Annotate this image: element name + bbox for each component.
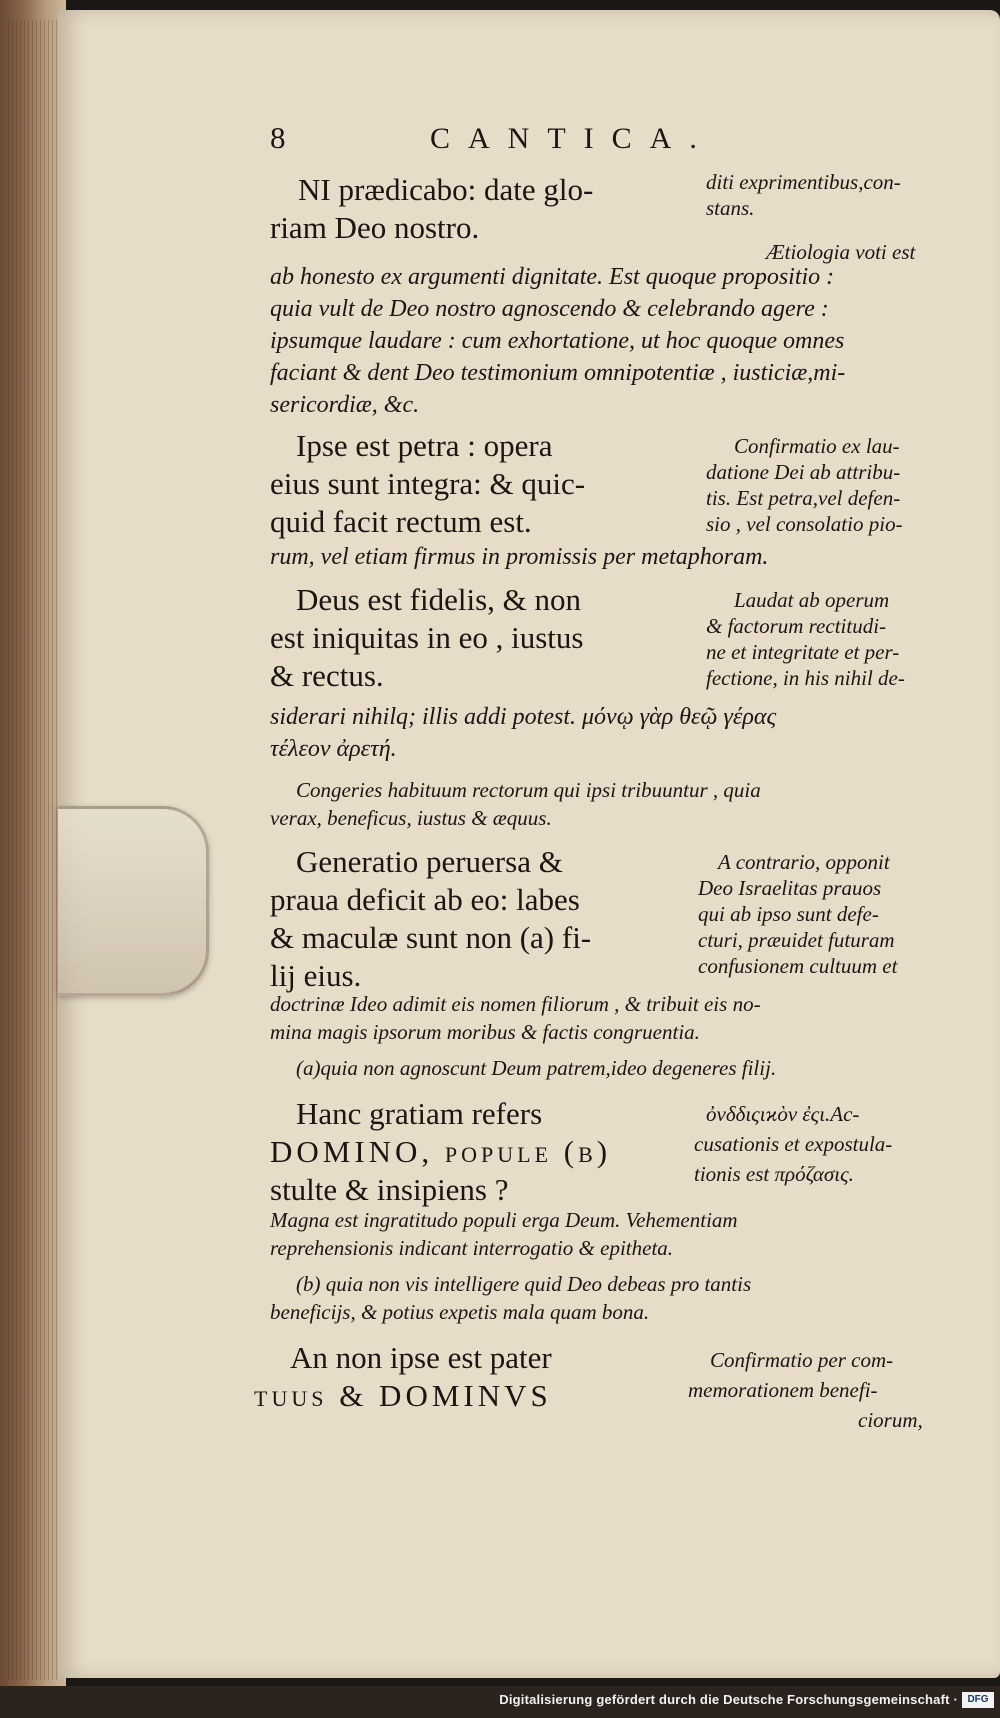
note-line: doctrinæ Ideo adimit eis nomen filiorum , & tribuit eis no- — [270, 992, 761, 1016]
note-line: reprehensionis indicant interrogatio & epitheta. — [270, 1236, 674, 1260]
main-line: Hanc gratiam refers — [296, 1096, 543, 1131]
running-head: CANTICA. — [430, 122, 715, 155]
side-note: ciorum, — [858, 1408, 923, 1432]
side-note: datione Dei ab attribu- — [706, 460, 901, 484]
side-note: diti exprimentibus,con- — [706, 170, 901, 194]
main-line: praua deficit ab eo: labes — [270, 882, 580, 917]
side-note: cturi, præuidet futuram — [698, 928, 895, 952]
side-note: & factorum rectitudi- — [706, 614, 887, 638]
note-line: ab honesto ex argumenti dignitate. Est quoque propositio : — [270, 264, 835, 290]
side-note: Confirmatio ex lau- — [734, 434, 900, 458]
note-line: Congeries habituum rectorum qui ipsi tribuuntur , quia — [296, 778, 761, 802]
main-line: lij eius. — [270, 958, 362, 993]
side-note: sio , vel consolatio pio- — [706, 512, 903, 536]
note-line: (b) quia non vis intelligere quid Deo debeas pro tantis — [296, 1272, 752, 1296]
side-note: ὀνδδιςιϰὸν ἐςι.Ac- — [706, 1102, 860, 1126]
footer-credit: Digitalisierung gefördert durch die Deutsche Forschungsgemeinschaft · — [499, 1692, 958, 1707]
side-note: confusionem cultuum et — [698, 954, 898, 978]
side-note: cusationis et expostula- — [694, 1132, 893, 1156]
dfg-logo: DFG — [962, 1692, 994, 1708]
main-line: & maculæ sunt non (a) fi- — [270, 920, 592, 955]
note-line: (a)quia non agnoscunt Deum patrem,ideo degeneres filij. — [296, 1056, 777, 1080]
main-line: DOMINO, popule (b) — [270, 1134, 612, 1169]
book-page — [58, 10, 1000, 1678]
note-line: rum, vel etiam firmus in promissis per metaphoram. — [270, 544, 769, 570]
side-note: Laudat ab operum — [734, 588, 890, 612]
side-note: Confirmatio per com- — [710, 1348, 894, 1372]
side-note: fectione, in his nihil de- — [706, 666, 905, 690]
footer-bar — [0, 1686, 1000, 1718]
page-number: 8 — [270, 120, 286, 155]
note-line: quia vult de Deo nostro agnoscendo & celebrando agere : — [270, 296, 829, 322]
side-note: tis. Est petra,vel defen- — [706, 486, 901, 510]
side-note: stans. — [706, 196, 755, 220]
main-line: Generatio peruersa & — [296, 844, 563, 879]
main-line: stulte & insipiens ? — [270, 1172, 509, 1207]
side-note: Ætiologia voti est — [766, 240, 916, 264]
page-edge-lines — [8, 20, 60, 1680]
main-line: NI prædicabo: date glo- — [298, 172, 594, 207]
note-line: sericordiæ, &c. — [270, 392, 420, 418]
note-line: verax, beneficus, iustus & æquus. — [270, 806, 552, 830]
note-line: siderari nihilq; illis addi potest. μόνῳ γὰρ θεῷ γέρας — [270, 704, 777, 730]
main-line: Deus est fidelis, & non — [296, 582, 581, 617]
note-line: ipsumque laudare : cum exhortatione, ut hoc quoque omnes — [270, 328, 845, 354]
main-line: est iniquitas in eo , iustus — [270, 620, 584, 655]
side-note: A contrario, opponit — [718, 850, 890, 874]
main-line: Ipse est petra : opera — [296, 428, 553, 463]
main-line: tuus & DOMINVS — [254, 1378, 552, 1413]
note-line: mina magis ipsorum moribus & factis congruentia. — [270, 1020, 700, 1044]
note-line: τέλεον ἀρετή. — [270, 736, 397, 762]
side-note: tionis est πρόζασις. — [694, 1162, 854, 1186]
clip-tab — [58, 806, 209, 996]
main-line: An non ipse est pater — [290, 1340, 552, 1375]
main-line: riam Deo nostro. — [270, 210, 480, 245]
main-line: eius sunt integra: & quic- — [270, 466, 586, 501]
side-note: memorationem benefi- — [688, 1378, 878, 1402]
side-note: qui ab ipso sunt defe- — [698, 902, 879, 926]
main-line: quid facit rectum est. — [270, 504, 532, 539]
book-page-edges — [0, 0, 66, 1718]
note-line: beneficijs, & potius expetis mala quam bona. — [270, 1300, 650, 1324]
note-line: faciant & dent Deo testimonium omnipotentiæ , iusticiæ,mi- — [270, 360, 846, 386]
note-line: Magna est ingratitudo populi erga Deum. Vehementiam — [270, 1208, 738, 1232]
side-note: Deo Israelitas prauos — [698, 876, 882, 900]
main-line: & rectus. — [270, 658, 384, 693]
side-note: ne et integritate et per- — [706, 640, 900, 664]
